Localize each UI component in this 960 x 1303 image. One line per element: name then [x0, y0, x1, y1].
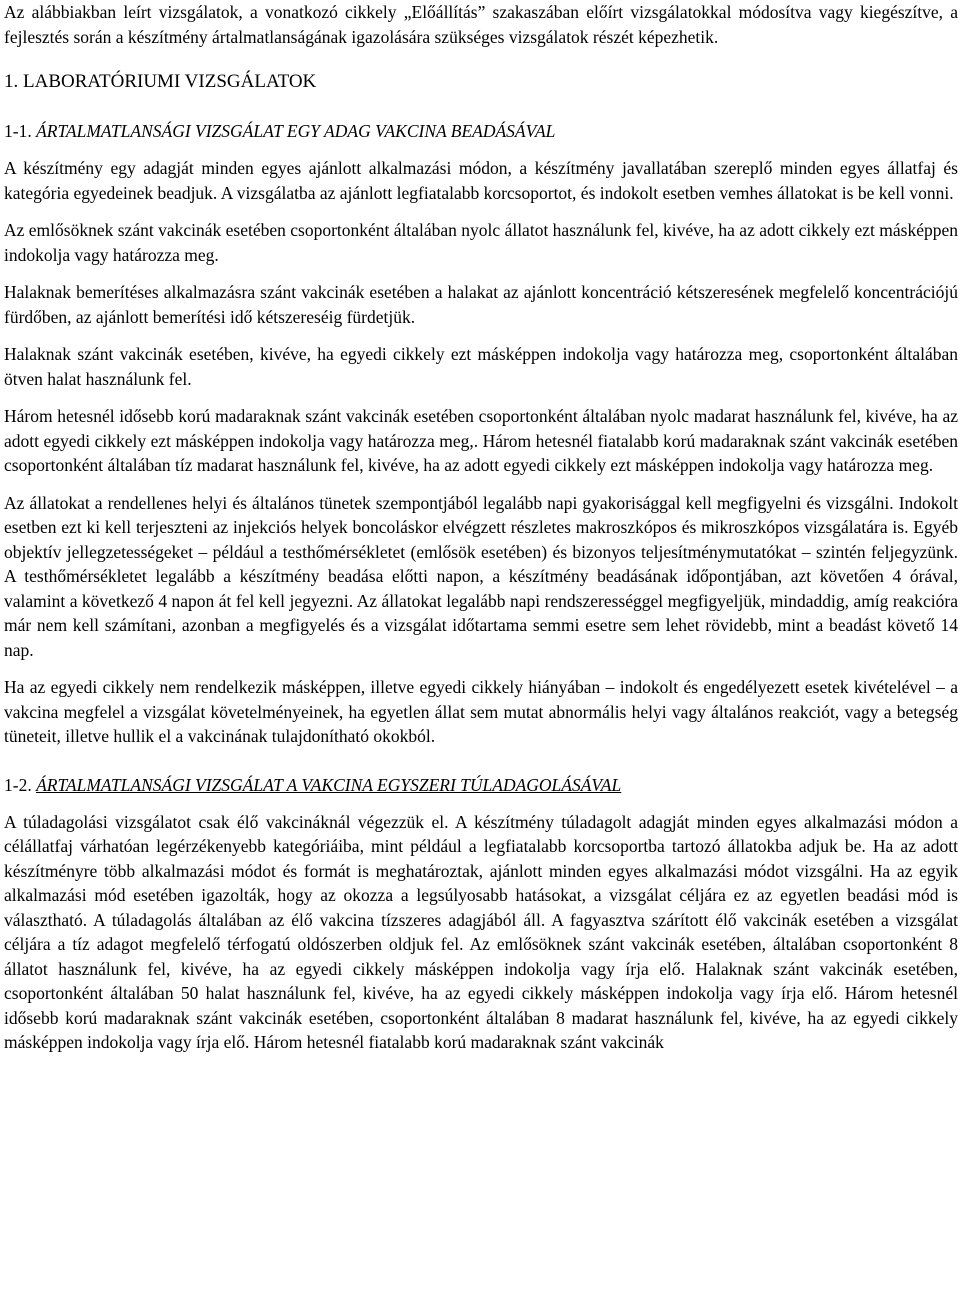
paragraph: Az állatokat a rendellenes helyi és általános tünetek szempontjából legalább napi gyakorisággal kell megfigyelni és vizsgálni. Indokolt esetben ezt ki kell terjeszteni az injekciós helyek boncoláskor elvégzett részletes makroszkópos és mikroszkópos vizsgálatára is. Egyéb objektív jellegzetességeket – például a testhőmérsékletet (emlősök esetében) és bizonyos teljesítménymutatókat – szintén feljegyzünk. A testhőmérsékletet legalább a készítmény beadása előtti napon, a készítmény beadásának időpontjában, azt követően 4 órával, valamint a következő 4 napon át fel kell jegyezni. Az állatokat legalább napi rendszerességgel megfigyeljük, mindaddig, amíg reakcióra már nem kell számítani, azonban a megfigyelés és a vizsgálat időtartama semmi esetre sem lehet rövidebb, mint a beadást követő 14 nap.	[4, 492, 958, 660]
paragraph: Ha az egyedi cikkely nem rendelkezik másképpen, illetve egyedi cikkely hiányában – indokolt és engedélyezett esetek kivételével – a vakcina megfelel a vizsgálat követelményeinek, ha egyetlen állat sem mutat abnormális helyi vagy általános reakciót, vagy a betegség tüneteit, illetve hullik el a vakcinának tulajdonítható okokból.	[4, 677, 958, 746]
document-page	[4, 0, 958, 1055]
intro-paragraph: Az alábbiakban leírt vizsgálatok, a vonatkozó cikkely „Előállítás” szakaszában előírt vizsgálatokkal módosítva vagy kiegészítve, a fejlesztés során a készítmény ártalmatlanságának igazolására szükséges vizsgálatok részét képezhetik.	[4, 2, 958, 47]
subsection-heading-single-dose	[4, 119, 958, 143]
subsection-number: 1-2.	[4, 774, 37, 795]
paragraph: Halaknak bemerítéses alkalmazásra szánt vakcinák esetében a halakat az ajánlott koncentráció kétszeresének megfelelő koncentrációjú fürdőben, az ajánlott bemerítési idő kétszereséig fürdetjük.	[4, 282, 958, 327]
paragraph: A túladagolási vizsgálatot csak élő vakcináknál végezzük el. A készítmény túladagolt adagját minden egyes alkalmazási módon a célállatfaj várhatóan legérzékenyebb kategóriáiba, mint például a legfiatalabb korcsoportba tartozó állatokba adjuk be. Ha az adott készítményre több alkalmazási módot és formát is meghatároztak, ajánlott minden egyes alkalmazási módot vizsgálni. Ha az egyik alkalmazási mód esetében igazolták, hogy az okozza a legsúlyosabb hatásokat, a vizsgálat céljára ez az egyetlen beadási mód is választható. A túladagolás általában az élő vakcina tízszeres adagjából áll. A fagyasztva szárított élő vakcinák esetében a vizsgálat céljára a tíz adagot megfelelő térfogatú oldószerben oldjuk fel. Az emlősöknek szánt vakcinák esetében, általában csoportonként 8 állatot használunk fel, kivéve, ha az egyedi cikkely másképpen indokolja vagy írja elő. Halaknak szánt vakcinák esetében, csoportonként általában 50 halat használunk fel, kivéve, ha az egyedi cikkely másképpen indokolja vagy írja elő. Három hetesnél idősebb korú madaraknak szánt vakcinák esetében, csoportonként általában 8 madarat használunk fel, kivéve, ha az egyedi cikkely másképpen indokolja vagy írja elő. Három hetesnél fiatalabb korú madaraknak szánt vakcinák	[4, 811, 958, 1052]
paragraph: Három hetesnél idősebb korú madaraknak szánt vakcinák esetében csoportonként általában nyolc madarat használunk fel, kivéve, ha az adott egyedi cikkely ezt másképpen indokolja vagy határozza meg,. Három hetesnél fiatalabb korú madaraknak szánt vakcinák esetében csoportonként általában tíz madarat használunk fel, kivéve, ha az adott egyedi cikkely ezt másképpen indokolja vagy határozza meg.	[4, 406, 958, 475]
subsection-title: ÁRTALMATLANSÁGI VIZSGÁLAT A VAKCINA EGYSZERI TÚLADAGOLÁSÁVAL	[36, 774, 622, 795]
paragraph: A készítmény egy adagját minden egyes ajánlott alkalmazási módon, a készítmény javallatában szereplő minden egyes állatfaj és kategória egyedeinek beadjuk. A vizsgálatba az ajánlott legfiatalabb korcsoportot, és indokolt esetben vemhes állatokat is be kell vonni.	[4, 158, 958, 203]
subsection-title: ÁRTALMATLANSÁGI VIZSGÁLAT EGY ADAG VAKCINA BEADÁSÁVAL	[36, 121, 556, 141]
paragraph: Halaknak szánt vakcinák esetében, kivéve, ha egyedi cikkely ezt másképpen indokolja vagy határozza meg, csoportonként általában ötven halat használunk fel.	[4, 344, 958, 389]
subsection-number: 1-1.	[4, 121, 37, 141]
subsection-heading-overdose	[4, 773, 958, 797]
section-heading-laboratory-tests: 1. LABORATÓRIUMI VIZSGÁLATOK	[4, 71, 317, 92]
paragraph: Az emlősöknek szánt vakcinák esetében csoportonként általában nyolc állatot használunk fel, kivéve, ha az adott cikkely ezt másképpen indokolja vagy határozza meg.	[4, 220, 958, 265]
